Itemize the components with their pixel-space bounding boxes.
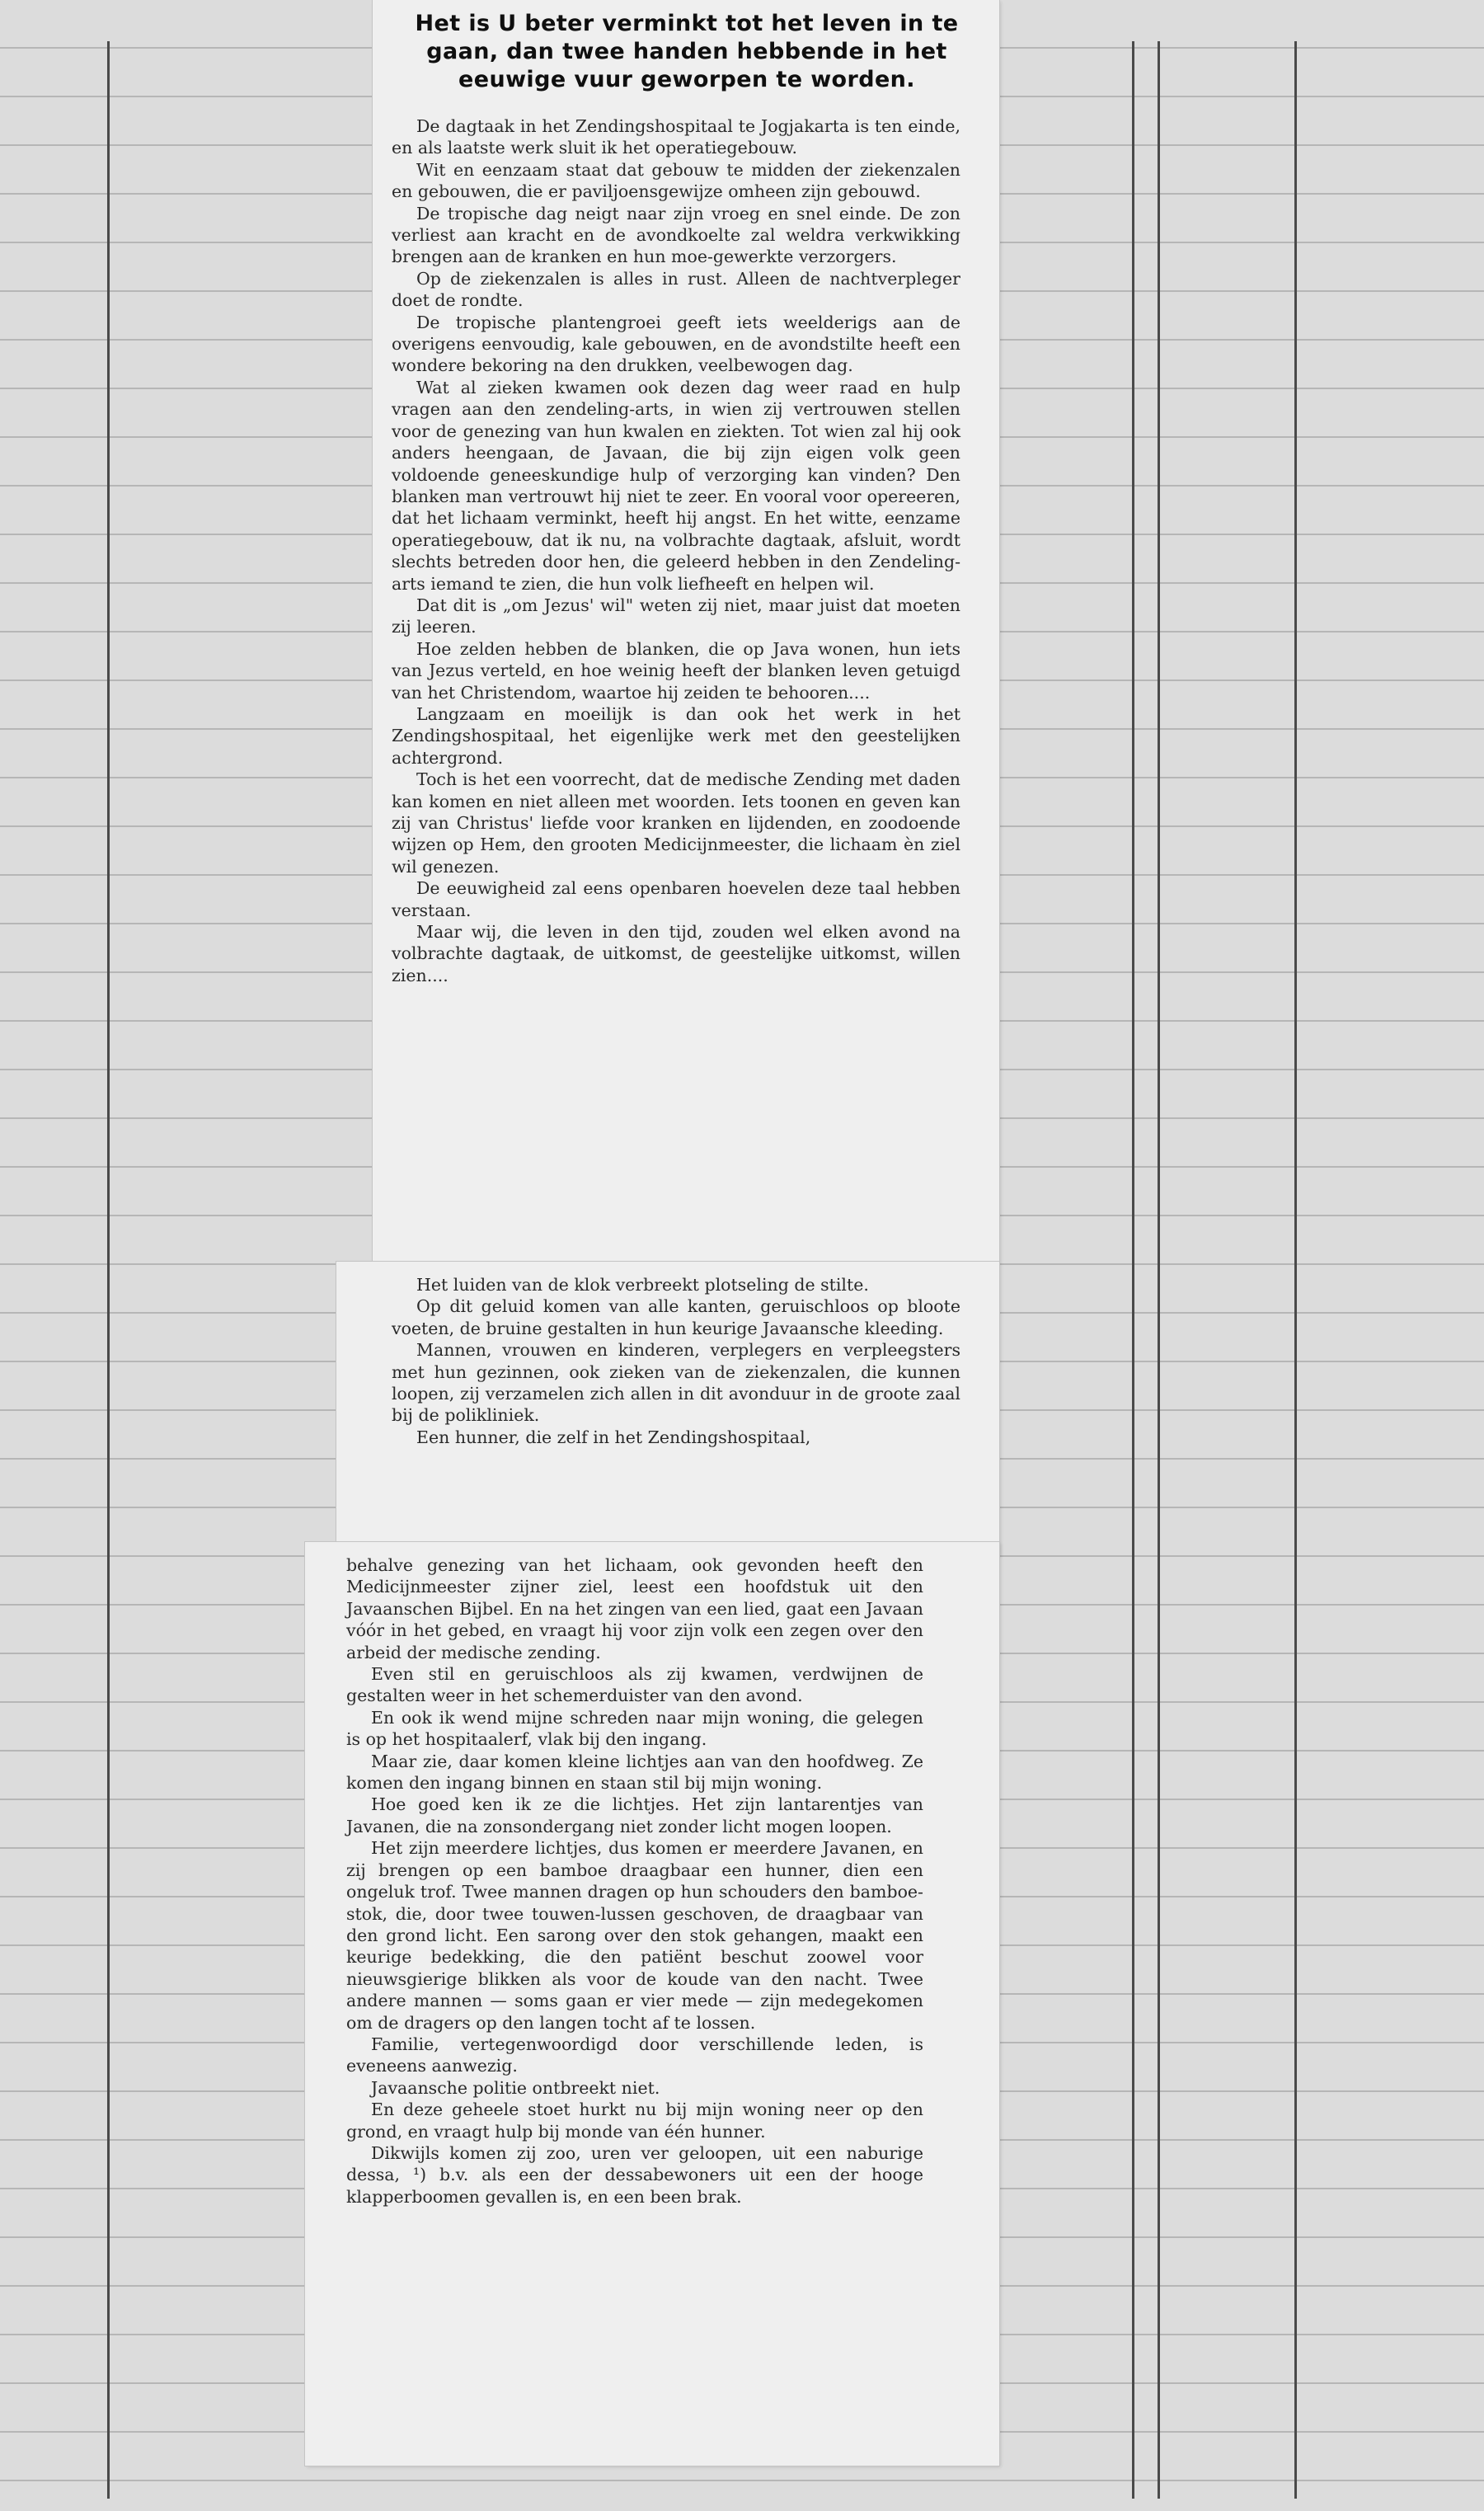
paragraph: Dikwijls komen zij zoo, uren ver geloopen, uit een naburige dessa, ¹) b.v. als een der dessabewoners uit een der hooge klapperboomen gevallen is, en een been brak. — [346, 2142, 923, 2207]
paragraph: Het luiden van de klok verbreekt plotseling de stilte. — [416, 1275, 869, 1295]
paragraph: Javaansche politie ontbreekt niet. — [371, 2077, 660, 2098]
paragraph: Wat al zieken kwamen ook dezen dag weer raad en hulp vragen aan den zendeling-arts, in wien zij vertrouwen stellen voor de genezing van hun kwalen en ziekten. Tot wien zal hij ook anders heengaan, de Javaan, die bij zijn eigen volk geen voldoende geneeskundige hulp of verzorging kan vinden? Den blanken man vertrouwt hij niet te zeer. En vooral voor opereeren, dat het lichaam verminkt, heeft hij angst. En het witte, eenzame operatiegebouw, dat ik nu, na volbrachte dagtaak, afsluit, wordt slechts betreden door hen, die geleerd hebben in den Zendeling-arts iemand te zien, die hun volk liefheeft en helpen wil. — [392, 377, 960, 594]
paragraph: Toch is het een voorrecht, dat de medische Zending met daden kan komen en niet alleen met woorden. Iets toonen en geven kan zij van Christus' liefde voor kranken en lijdenden, en zoodoende wijzen op Hem, den grooten Medicijnmeester, die lichaam èn ziel wil genezen. — [392, 769, 960, 877]
ledger-rule-right-2 — [1158, 41, 1160, 2499]
paragraph: Langzaam en moeilijk is dan ook het werk in het Zendingshospitaal, het eigenlijke werk met den geestelijken achtergrond. — [392, 703, 960, 768]
paragraph: De tropische plantengroei geeft iets weelderigs aan de overigens eenvoudig, kale gebouwen, en de avondstilte heeft een wondere bekoring na den drukken, veelbewogen dag. — [392, 312, 960, 376]
article-part-1 — [392, 115, 960, 986]
article-part-3 — [346, 1554, 923, 2208]
paragraph: De tropische dag neigt naar zijn vroeg en snel einde. De zon verliest aan kracht en de avondkoelte zal weldra verkwikking brengen aan de kranken en hun moe-gewerkte verzorgers. — [392, 203, 960, 267]
ledger-rule-left — [107, 41, 110, 2499]
paragraph: Hoe zelden hebben de blanken, die op Java wonen, hun iets van Jezus verteld, en hoe weinig heeft der blanken leven getuigd van het Christendom, waartoe hij zeiden te behooren.... — [392, 638, 960, 703]
paragraph: Op de ziekenzalen is alles in rust. Alleen de nachtverpleger doet de rondte. — [392, 268, 960, 311]
paragraph: Mannen, vrouwen en kinderen, verplegers en verpleegsters met hun gezinnen, ook zieken van de ziekenzalen, die kunnen loopen, zij verzamelen zich allen in dit avonduur in de groote zaal bij de polikliniek. — [392, 1340, 960, 1426]
paragraph: Een hunner, die zelf in het Zendingshospitaal, — [416, 1427, 811, 1447]
paragraph: Familie, vertegenwoordigd door verschillende leden, is eveneens aanwezig. — [346, 2034, 923, 2076]
ledger-rule-right-3 — [1294, 41, 1297, 2499]
paragraph: Maar wij, die leven in den tijd, zouden wel elken avond na volbrachte dagtaak, de uitkomst, de geestelijke uitkomst, willen zien.... — [392, 922, 960, 985]
paragraph: En ook ik wend mijne schreden naar mijn woning, die gelegen is op het hospitaalerf, vlak bij den ingang. — [346, 1707, 923, 1750]
article-part-2 — [392, 1274, 960, 1448]
paragraph: Wit en eenzaam staat dat gebouw te midden der ziekenzalen en gebouwen, die er paviljoensgewijze omheen zijn gebouwd. — [392, 159, 960, 202]
paragraph: Het zijn meerdere lichtjes, dus komen er meerdere Javanen, en zij brengen op een bamboe draagbaar een hunner, dien een ongeluk trof. Twee mannen dragen op hun schouders den bamboe-stok, die, door twee touwen-lussen geschoven, de draagbaar van den grond licht. Een sarong over den stok gehangen, maakt een keurige bedekking, die den patiënt beschut zoowel voor nieuwsgierige blikken als voor de koude van den nacht. Twee andere mannen — soms gaan er vier mede — zijn medegekomen om de dragers op den langen tocht af te lossen. — [346, 1838, 923, 2033]
paragraph: Op dit geluid komen van alle kanten, geruischloos op bloote voeten, de bruine gestalten in hun keurige Javaansche kleeding. — [392, 1296, 960, 1338]
paragraph: Hoe goed ken ik ze die lichtjes. Het zijn lantarentjes van Javanen, die na zonsondergang niet zonder licht mogen loopen. — [346, 1794, 923, 1836]
paragraph: Even stil en geruischloos als zij kwamen, verdwijnen de gestalten weer in het schemerduister van den avond. — [346, 1664, 923, 1706]
paragraph: behalve genezing van het lichaam, ook gevonden heeft den Medicijnmeester zijner ziel, leest een hoofdstuk uit den Javaanschen Bijbel. En na het zingen van een lied, gaat een Javaan vóór in het gebed, en vraagt hij voor zijn volk een zegen over den arbeid der medische zending. — [346, 1555, 923, 1662]
paragraph: Maar zie, daar komen kleine lichtjes aan van den hoofdweg. Ze komen den ingang binnen en staan stil bij mijn woning. — [346, 1751, 923, 1794]
paragraph: De eeuwigheid zal eens openbaren hoevelen deze taal hebben verstaan. — [392, 878, 960, 920]
paragraph: Dat dit is „om Jezus' wil" weten zij niet, maar juist dat moeten zij leeren. — [392, 595, 960, 637]
ledger-rule-right-1 — [1132, 41, 1134, 2499]
paragraph: De dagtaak in het Zendingshospitaal te Jogjakarta is ten einde, en als laatste werk sluit ik het operatiegebouw. — [392, 116, 960, 158]
paragraph: En deze geheele stoet hurkt nu bij mijn woning neer op den grond, en vraagt hulp bij monde van één hunner. — [346, 2100, 923, 2142]
article-headline: Het is U beter verminkt tot het leven in te gaan, dan twee handen hebbende in het eeuwige vuur geworpen te worden. — [415, 11, 959, 92]
